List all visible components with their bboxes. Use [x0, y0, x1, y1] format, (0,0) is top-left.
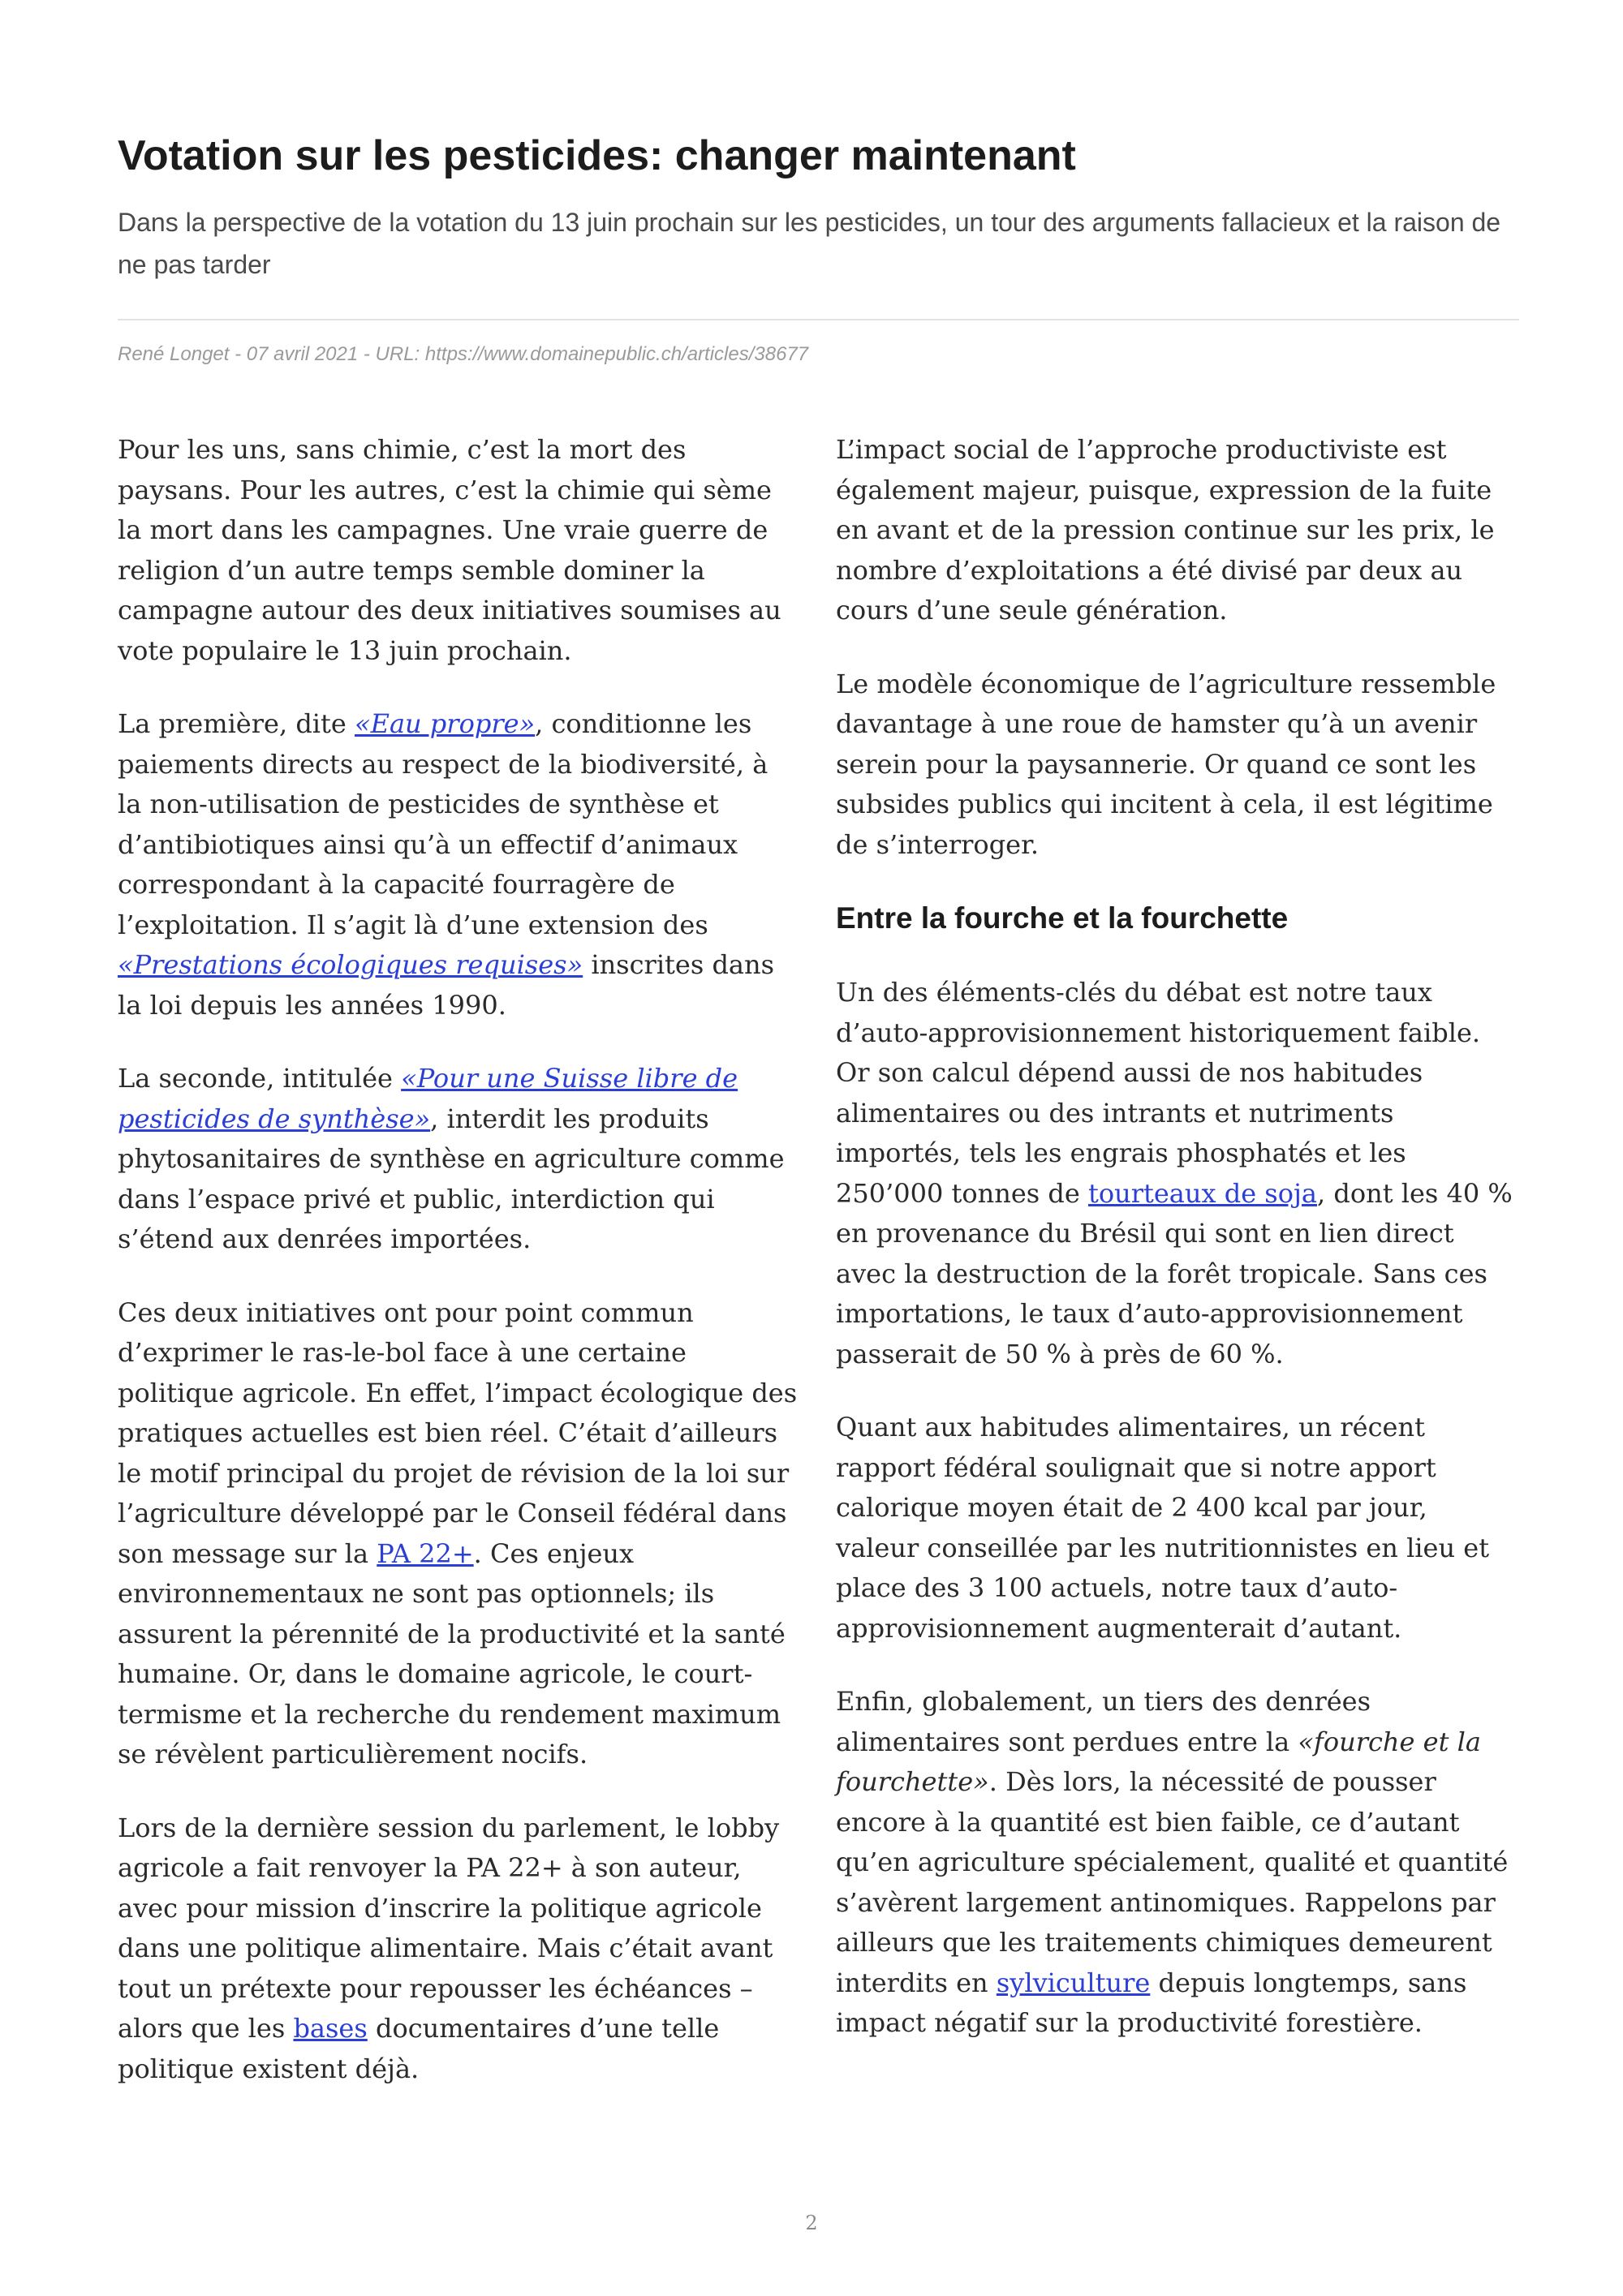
- header-divider: [118, 319, 1519, 320]
- link-pa22[interactable]: PA 22+: [377, 1537, 474, 1569]
- paragraph: Pour les uns, sans chimie, c’est la mort des paysans. Pour les autres, c’est la chimie qui sème la mort dans les campagnes. Une vraie guerre de religion d’un autre temps semble dominer la campagne autour des deux initiatives soumises au vote populaire le 13 juin prochain.: [118, 434, 781, 666]
- link-tourteaux-de-soja[interactable]: tourteaux de soja: [1087, 1177, 1317, 1209]
- paragraph: La première, dite «Eau propre», conditionne les paiements directs au respect de la biodiversité, à la non-utilisation de pesticides de synthèse et d’antibiotiques ainsi qu’à un effectif d’animaux correspondant à la capacité fourragère de l’exploitation. Il s’agit là d’une extension des «Prestations écologiques requises» inscrites dans la loi depuis les années 1990.: [118, 708, 775, 1021]
- article-title: Votation sur les pesticides: changer maintenant: [118, 132, 1076, 179]
- paragraph: Un des éléments-clés du débat est notre taux d’auto-approvisionnement historiquement faible. Or son calcul dépend aussi de nos habitudes alimentaires ou des intrants et nutriments importés, tels les engrais phosphatés et les 250’000 tonnes de tourteaux de soja, dont les 40 % en provenance du Brésil qui sont en lien direct avec la destruction de la forêt tropicale. Sans ces importations, le taux d’auto-approvisionnement passerait de 50 % à près de 60 %.: [836, 977, 1513, 1369]
- right-column: [836, 430, 1518, 2077]
- link-eau-propre[interactable]: «Eau propre»: [355, 708, 536, 739]
- paragraph: Ces deux initiatives ont pour point commun d’exprimer le ras-le-bol face à une certaine politique agricole. En effet, l’impact écologique des pratiques actuelles est bien réel. C’était d’ailleurs le motif principal du projet de révision de la loi sur l’agriculture développé par le Conseil fédéral dans son message sur la PA 22+. Ces enjeux environnementaux ne sont pas optionnels; ils assurent la pérennité de la productivité et la santé humaine. Or, dans le domaine agricole, le court-termisme et la recherche du rendement maximum se révèlent particulièrement nocifs.: [118, 1296, 798, 1769]
- link-bases[interactable]: bases: [293, 2013, 368, 2044]
- paragraph: L’impact social de l’approche productiviste est également majeur, puisque, expression de la fuite en avant et de la pression continue sur les prix, le nombre d’exploitations a été divisé par deux au cours d’une seule génération.: [836, 434, 1495, 626]
- link-sylviculture[interactable]: sylviculture: [996, 1967, 1151, 1998]
- paragraph: Enfin, globalement, un tiers des denrées alimentaires sont perdues entre la «fourche et la fourchette». Dès lors, la nécessité de pousser encore à la quantité est bien faible, ce d’autant qu’en agriculture spécialement, qualité et quantité s’avèrent largement antinomiques. Rappelons par ailleurs que les traitements chimiques demeurent interdits en sylviculture depuis longtemps, sans impact négatif sur la productivité forestière.: [836, 1686, 1509, 2038]
- page-number: 2: [805, 2212, 818, 2234]
- section-heading: Entre la fourche et la fourchette: [836, 901, 1289, 935]
- paragraph: La seconde, intitulée «Pour une Suisse libre de pesticides de synthèse», interdit les produits phytosanitaires de synthèse en agriculture comme dans l’espace privé et public, interdiction qui s’étend aux denrées importées.: [118, 1063, 785, 1254]
- article-meta: René Longet - 07 avril 2021 - URL: https://www.domainepublic.ch/articles/38677: [118, 343, 809, 365]
- paragraph: Le modèle économique de l’agriculture ressemble davantage à une roue de hamster qu’à un avenir serein pour la paysannerie. Or quand ce sont les subsides publics qui incitent à cela, il est légitime de s’interroger.: [836, 668, 1496, 860]
- link-suisse-libre-pesticides[interactable]: «Pour une Suisse libre de pesticides de synthèse»: [118, 1063, 738, 1134]
- left-column: [118, 430, 799, 2122]
- paragraph: Lors de la dernière session du parlement, le lobby agricole a fait renvoyer la PA 22+ à son auteur, avec pour mission d’inscrire la politique agricole dans une politique alimentaire. Mais c’était avant tout un prétexte pour repousser les échéances – alors que les bases documentaires d’une telle politique existent déjà.: [118, 1812, 780, 2084]
- article-subtitle: Dans la perspective de la votation du 13 juin prochain sur les pesticides, un tour des arguments fallacieux et la raison de ne pas tarder: [118, 208, 1501, 279]
- link-prestations-ecologiques[interactable]: «Prestations écologiques requises»: [118, 949, 583, 980]
- paragraph: Quant aux habitudes alimentaires, un récent rapport fédéral soulignait que si notre apport calorique moyen était de 2 400 kcal par jour, valeur conseillée par les nutritionnistes en lieu et place des 3 100 actuels, notre taux d’auto-approvisionnement augmenterait d’autant.: [836, 1412, 1490, 1644]
